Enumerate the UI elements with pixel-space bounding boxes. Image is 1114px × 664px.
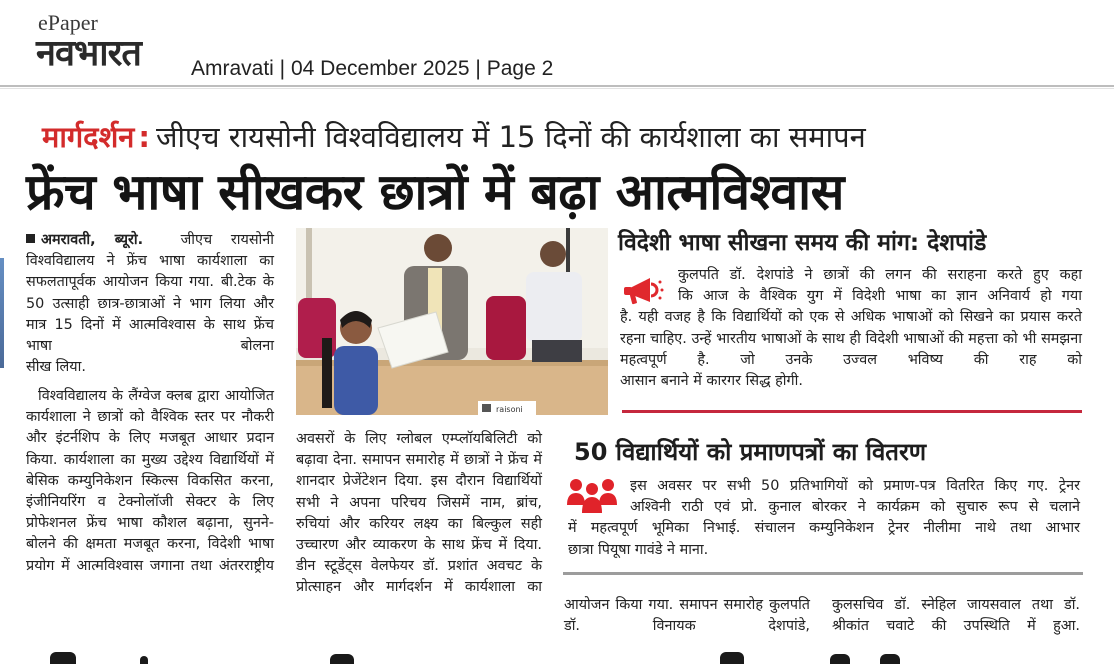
adjacent-article-image-edge bbox=[0, 258, 4, 368]
bullet-square-icon bbox=[26, 234, 35, 243]
box2-line-end: छात्रा पियूषा गावंडे ने माना. bbox=[568, 541, 709, 558]
article-column-1 bbox=[26, 230, 274, 378]
epaper-label: ePaper bbox=[38, 10, 98, 35]
svg-text:raisoni: raisoni bbox=[496, 405, 523, 414]
paragraph-3: अवसरों के लिए ग्लोबल एम्प्लॉयबिलिटी को बढ़ावा देना. समापन समारोह में छात्रों ने फ्रेंच में शानदार प्रेजेंटेशन दिया. इस दौरान विद्यार्थियों सभी ने अपना परिचय जिसमें नाम, ब्रांच, रुचियां और करियर लक्ष्य का बिल्कुल सही उच्चारण और व्याकरण के साथ फ्रेंच में दिया. डीन स्टूडेंट्स वेलफेयर डॉ. प्रशांत अवचट के प्रोत्साहन और मार्गदर्शन में कार्यशाला का bbox=[296, 431, 542, 596]
paragraph-2: विश्वविद्यालय के लैंग्वेज क्लब द्वारा आयोजित कार्यशाला ने छात्रों को वैश्विक स्तर पर नौकरी और इंटर्नशिप के लिए मजबूत आधार प्रदान किया. कार्यशाला का मुख्य उद्देश्य विद्यार्थियों में बेसिक कम्युनिकेशन स्किल्स विकसित करना, इंजीनियरिंग व टेक्नोलॉजी सेक्टर के लिए प्रोफेशनल फ्रेंच भाषा कौशल बढ़ाना, सुनने-बोलने की क्षमता मजबूत करना, विदेशी भाषा प्रयोग में आत्मविश्वास जगाना तथा अंतरराष्ट्रीय bbox=[26, 388, 274, 574]
box2-body bbox=[568, 476, 1080, 561]
article-headline: फ्रेंच भाषा सीखकर छात्रों में बढ़ा आत्मविश्वास bbox=[26, 163, 844, 221]
kicker-separator: : bbox=[138, 120, 151, 154]
box1-paragraph: है. यही वजह है कि विद्यार्थियों को एक से अधिक भाषाओं को सिखने का प्रयास करते रहना चाहिए. उन्हें भारतीय भाषाओं के साथ ही विदेशी भाषाओं की महत्ता को भी समझना महत्वपूर्ण है. जो उनके उज्वल भविष्य की राह को bbox=[620, 309, 1082, 368]
kicker-text: जीएच रायसोनी विश्वविद्यालय में 15 दिनों की कार्यशाला का समापन bbox=[156, 120, 866, 154]
article-kicker bbox=[42, 117, 1102, 157]
box1-body bbox=[620, 265, 1082, 392]
article-column-4 bbox=[832, 595, 1080, 637]
kicker-tag: मार्गदर्शन bbox=[42, 120, 135, 154]
article-column-3 bbox=[564, 595, 810, 637]
box2-line-2: अश्विनी राठी एवं प्रो. कुनाल बोरकर ने कार्यक्रम को सुचारु रूप से चलाने bbox=[630, 499, 1080, 516]
box1-title: विदेशी भाषा सीखना समय की मांग: देशपांडे bbox=[618, 230, 987, 256]
box2-paragraph: में महत्वपूर्ण भूमिका निभाई. संचालन कम्युनिकेशन ट्रेनर नीलीमा नाथे तथा आभार bbox=[568, 520, 1080, 537]
paragraph-4: आयोजन किया गया. समापन समारोह कुलपति डॉ. विनायक देशपांडे, bbox=[564, 597, 810, 635]
newspaper-logo[interactable]: नवभारत bbox=[36, 33, 141, 74]
masthead-divider-shadow bbox=[0, 88, 1114, 89]
dateline: अमरावती, ब्यूरो. bbox=[41, 232, 144, 248]
paragraph-5: कुलसचिव डॉ. स्नेहिल जायसवाल तथा डॉ. श्रीकांत चवाटे की उपस्थिति में हुआ. bbox=[832, 597, 1080, 635]
box2-line-1: इस अवसर पर सभी 50 प्रतिभागियों को प्रमाण-पत्र वितरित किए गए. ट्रेनर bbox=[630, 478, 1080, 494]
edition-info: Amravati | 04 December 2025 | Page 2 bbox=[191, 57, 554, 80]
paragraph-1-end: सीख लिया. bbox=[26, 359, 86, 376]
article-column-2 bbox=[296, 429, 542, 599]
article-photo[interactable] bbox=[296, 228, 608, 415]
box2-title: 50 विद्यार्थियों को प्रमाणपत्रों का वितरण bbox=[574, 438, 927, 466]
box1-line-1: कुलपति डॉ. देशपांडे ने छात्रों की लगन की सराहना करते हुए कहा bbox=[678, 267, 1082, 283]
box1-red-divider bbox=[622, 410, 1082, 413]
article-column-1-continued bbox=[26, 386, 274, 577]
box1-line-2: कि आज के वैश्विक युग में विदेशी भाषा का ज्ञान अनिवार्य हो गया bbox=[678, 288, 1082, 305]
masthead-divider bbox=[0, 85, 1114, 87]
box2-grey-divider bbox=[563, 572, 1083, 575]
box1-line-end: आसान बनाने में कारगर सिद्ध होगी. bbox=[620, 373, 803, 390]
next-article-headline-edge bbox=[30, 648, 1110, 664]
paragraph-1: जीएच रायसोनी विश्वविद्यालय ने फ्रेंच भाषा कार्यशाला का सफलतापूर्वक आयोजन किया गया. बी.टेक के 50 उत्साही छात्र-छात्राओं ने भाग लिया और मात्र 15 दिनों में आत्मविश्वास के साथ फ्रेंच भाषा बोलना bbox=[26, 232, 274, 355]
